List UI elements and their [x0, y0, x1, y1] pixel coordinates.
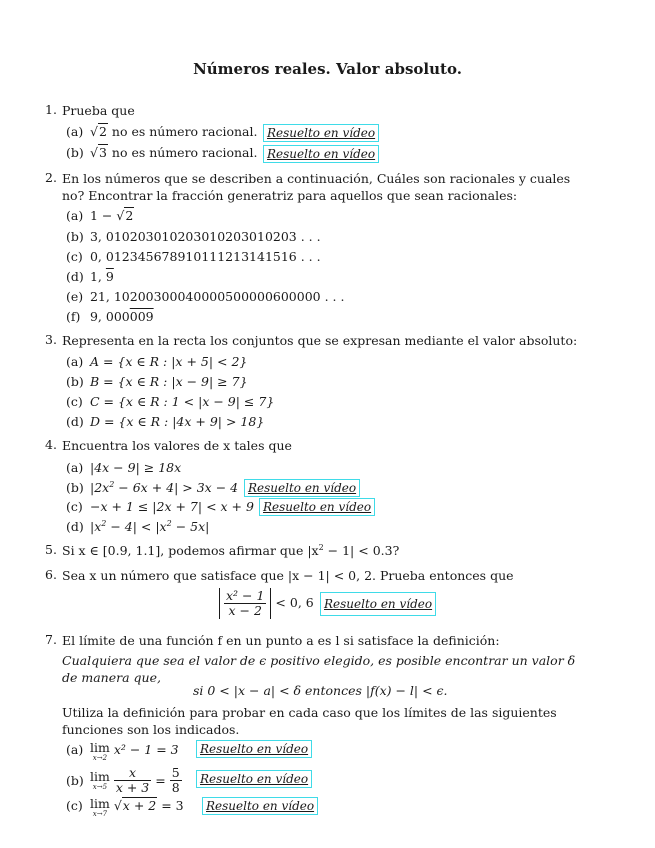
sqrt-arg: 3 [98, 145, 107, 160]
fraction [224, 589, 266, 618]
problem-4c [66, 499, 254, 514]
problem-1-number: 1. [45, 102, 57, 117]
problem-5-text [62, 542, 582, 559]
item-label: (e) [66, 289, 84, 304]
problem-3b [66, 374, 248, 389]
problem-7c: (c) lim x→7 √x + 2 = 3 [66, 796, 184, 818]
exponent: 2 [109, 480, 115, 489]
item-label: (d) [66, 269, 84, 284]
problem-3d [66, 414, 264, 429]
sqrt-arg: 2 [98, 124, 107, 139]
video-link-7c[interactable]: Resuelto en vídeo [202, 797, 318, 815]
sqrt-arg: 2 [125, 208, 134, 223]
problem-7a [66, 742, 179, 762]
limit-subscript: x→5 [92, 782, 108, 791]
video-link-6[interactable]: Resuelto en vídeo [320, 592, 436, 616]
problem-4-number: 4. [45, 437, 57, 452]
text-part: − 1| < 0.3? [323, 543, 400, 558]
expr: 3, 010203010203010203010203 . . . [89, 229, 321, 244]
video-link-4b[interactable]: Resuelto en vídeo [244, 479, 360, 497]
abs-value [219, 588, 271, 619]
text-part: Si x ∈ [0.9, 1.1], podemos afirmar que |x [62, 543, 319, 558]
item-label: (a) [66, 208, 84, 223]
item-text: no es número racional. [111, 145, 258, 160]
video-link-1a[interactable]: Resuelto en vídeo [263, 124, 379, 142]
problem-3c [66, 394, 274, 409]
sqrt-arg: x + 2 [122, 798, 157, 813]
limit-subscript: x→2 [92, 754, 108, 762]
problem-3-number: 3. [45, 332, 57, 347]
problem-3-text: Representa en la recta los conjuntos que se expresan mediante el valor absoluto: [62, 333, 578, 348]
denominator: x + 3 [115, 780, 150, 795]
expr-part: − 5x| [171, 519, 210, 534]
problem-2-text: En los números que se describen a continuación, Cuáles son racionales y cuales no? Encontrar la fracción generatriz para aquellos que sean racionales: [62, 171, 571, 203]
problem-2c [66, 249, 321, 264]
problem-4b [66, 480, 238, 495]
item-text: no es número racional. [111, 124, 258, 139]
lim-word: lim [89, 768, 110, 784]
denominator: 8 [171, 780, 180, 795]
expr: B = {x ∈ R : |x − 9| ≥ 7} [89, 374, 248, 389]
video-link-4c[interactable]: Resuelto en vídeo [259, 498, 375, 516]
item-label: (d) [66, 414, 84, 429]
expr: 21, 10200300040000500000600000 . . . [89, 289, 345, 304]
page-title: Números reales. Valor absoluto. [193, 60, 462, 78]
item-label: (c) [66, 394, 83, 409]
problem-2f [66, 309, 154, 324]
problem-7-instruction: Utiliza la definición para probar en cada caso que los límites de las siguientes funciones son los indicados. [62, 705, 557, 737]
item-label: (b) [66, 773, 84, 788]
item-label: (b) [66, 145, 84, 160]
problem-1-text: Prueba que [62, 103, 135, 118]
expr: x² − 1 = 3 [113, 742, 179, 757]
equals-sign: = [155, 773, 166, 788]
video-link-7a[interactable]: Resuelto en vídeo [196, 740, 312, 758]
limit-operator [90, 798, 110, 818]
problem-2e [66, 289, 344, 304]
limit-condition: si 0 < |x − a| < δ entonces |f(x) − l| < ϵ. [193, 683, 448, 698]
item-label: (d) [66, 519, 84, 534]
problem-4d [66, 519, 209, 534]
problem-4a [66, 460, 181, 475]
expr-part: 1 − [89, 208, 117, 223]
problem-6-text: Sea x un número que satisface que |x − 1| < 0, 2. Prueba entonces que [62, 568, 514, 583]
fraction [114, 766, 151, 795]
item-label: (a) [66, 460, 84, 475]
expr-part: 1, [89, 269, 106, 284]
item-label: (a) [66, 124, 84, 139]
item-label: (b) [66, 374, 84, 389]
problem-6-formula [219, 588, 314, 619]
expr-part: = 3 [161, 798, 184, 813]
expr-part: |2x [89, 480, 110, 495]
denominator: x − 2 [224, 603, 266, 618]
expr: A = {x ∈ R : |x + 5| < 2} [89, 354, 248, 369]
problem-5-number: 5. [45, 542, 57, 557]
problem-1a: (a) √2 no es número racional. [66, 124, 258, 139]
item-label: (c) [66, 249, 83, 264]
exponent: 2 [318, 543, 324, 552]
exponent: 2 [166, 519, 172, 528]
expr: C = {x ∈ R : 1 < |x − 9| ≤ 7} [89, 394, 275, 409]
problem-3a [66, 354, 247, 369]
period-digits: 009 [129, 309, 154, 324]
problem-6-number: 6. [45, 567, 57, 582]
problem-7-text: El límite de una función f en un punto a es l si satisface la definición: [62, 633, 500, 648]
item-label: (a) [66, 354, 84, 369]
problem-2a: (a) 1 − √2 [66, 208, 134, 223]
problem-7b [66, 766, 182, 795]
problem-1b: (b) √3 no es número racional. [66, 145, 258, 160]
item-label: (f) [66, 309, 81, 324]
numerator: x [129, 765, 137, 780]
item-label: (c) [66, 499, 83, 514]
limit-subscript: x→7 [92, 810, 108, 818]
expr: D = {x ∈ R : |4x + 9| > 18} [89, 414, 265, 429]
exponent: 2 [101, 519, 107, 528]
problem-4-text: Encuentra los valores de x tales que [62, 438, 292, 453]
item-label: (b) [66, 229, 84, 244]
lim-word: lim [89, 796, 110, 811]
lim-word: lim [89, 740, 110, 755]
expr: |4x − 9| ≥ 18x [89, 460, 182, 475]
expr: 0, 012345678910111213141516 . . . [89, 249, 321, 264]
numerator: 5 [171, 765, 180, 780]
video-link-7b[interactable]: Resuelto en vídeo [196, 770, 312, 788]
expr-part: − 4| < |x [106, 519, 167, 534]
limit-operator [89, 768, 110, 791]
problem-7-number: 7. [45, 632, 57, 647]
fraction [170, 766, 182, 795]
period-digits: 9 [105, 269, 114, 284]
expr-part: 9, 000 [89, 309, 130, 324]
item-label: (c) [66, 798, 83, 813]
problem-2d [66, 269, 114, 284]
item-label: (a) [66, 742, 84, 757]
expr: −x + 1 ≤ |2x + 7| < x + 9 [89, 499, 254, 514]
expr-part: − 6x + 4| > 3x − 4 [114, 480, 239, 495]
problem-2-number: 2. [45, 170, 57, 185]
problem-2b [66, 229, 321, 244]
expr-part: < 0, 6 [275, 595, 314, 610]
limit-operator [90, 742, 110, 762]
expr-part: |x [89, 519, 102, 534]
limit-definition: Cualquiera que sea el valor de ϵ positivo elegido, es posible encontrar un valor δ de manera que, [62, 653, 576, 685]
video-link-1b[interactable]: Resuelto en vídeo [263, 145, 379, 163]
item-label: (b) [66, 480, 84, 495]
numerator: x² − 1 [226, 588, 265, 603]
